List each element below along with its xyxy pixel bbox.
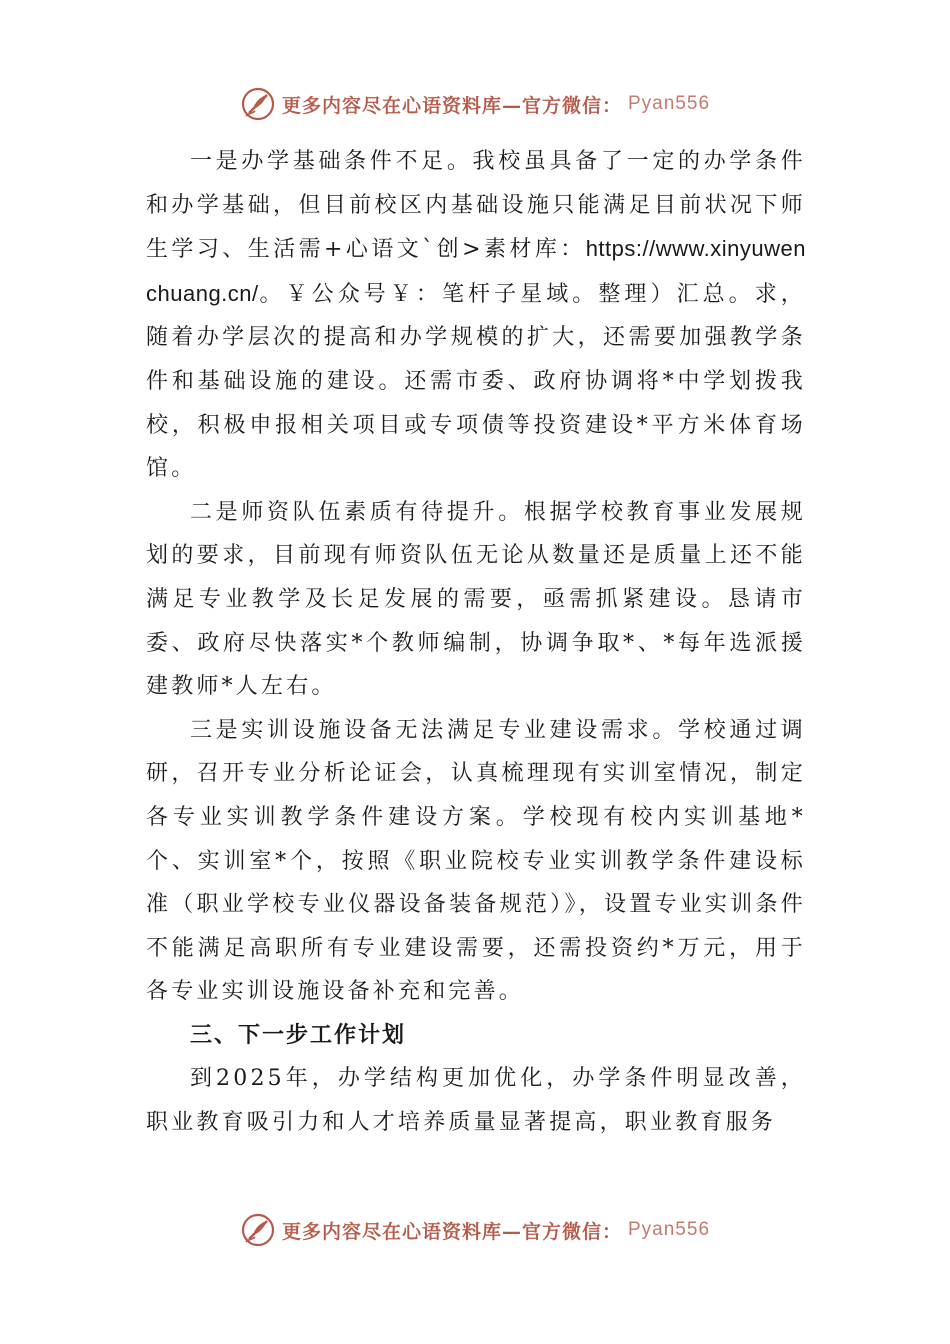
paragraph-teachers: 二是师资队伍素质有待提升。根据学校教育事业发展规划的要求，目前现有师资队伍无论从数量还是质量上还不能满足专业教学及长足发展的需要，亟需抓紧建设。恳请市委、政府尽快落实*个教师编制，协调争取*、*每年选派援建教师*人左右。	[146, 499, 806, 700]
website-url: https://www.xinyuwenchuang.cn/	[146, 236, 806, 306]
paragraph-infrastructure	[146, 140, 806, 491]
paragraph-2025-goals: 到2025年，办学结构更加优化，办学条件明显改善，职业教育吸引力和人才培养质量显著提高，职业教育服务	[146, 1066, 806, 1136]
quill-logo-icon	[240, 86, 276, 122]
paragraph-infrastructure-pre: 一是办学基础条件不足。我校虽具备了一定的办学条件和办学基础，但目前校区内基础设施只能满足目前状况下师生学习、生活需+心语文`创>素材库：	[146, 149, 806, 263]
footer-banner	[0, 1210, 950, 1250]
footer-wechat-id: Pyan556	[628, 1219, 711, 1240]
header-banner	[0, 84, 950, 124]
paragraph-infrastructure-post: 。￥公众号￥：笔杆子星域。整理）汇总。求，随着办学层次的提高和办学规模的扩大，还需要加强教学条件和基础设施的建设。还需市委、政府协调将*中学划拨我校，积极申报相关项目或专项债等投资建设*平方米体育场馆。	[146, 281, 806, 482]
section-heading-next-plan: 三、下一步工作计划	[190, 1022, 407, 1048]
header-wechat-id: Pyan556	[628, 93, 711, 114]
document-body	[146, 140, 806, 1145]
paragraph-training-facilities: 三是实训设施设备无法满足专业建设需求。学校通过调研，召开专业分析论证会，认真梳理现有实训室情况，制定各专业实训教学条件建设方案。学校现有校内实训基地*个、实训室*个，按照《职业院校专业实训教学条件建设标准（职业学校专业仪器设备装备规范）》，设置专业实训条件不能满足高职所有专业建设需要，还需投资约*万元，用于各专业实训设施设备补充和完善。	[146, 717, 806, 1005]
footer-banner-text: 更多内容尽在心语资料库—官方微信：	[281, 1220, 622, 1243]
header-banner-text: 更多内容尽在心语资料库—官方微信：	[281, 94, 622, 117]
quill-logo-icon	[240, 1212, 276, 1248]
